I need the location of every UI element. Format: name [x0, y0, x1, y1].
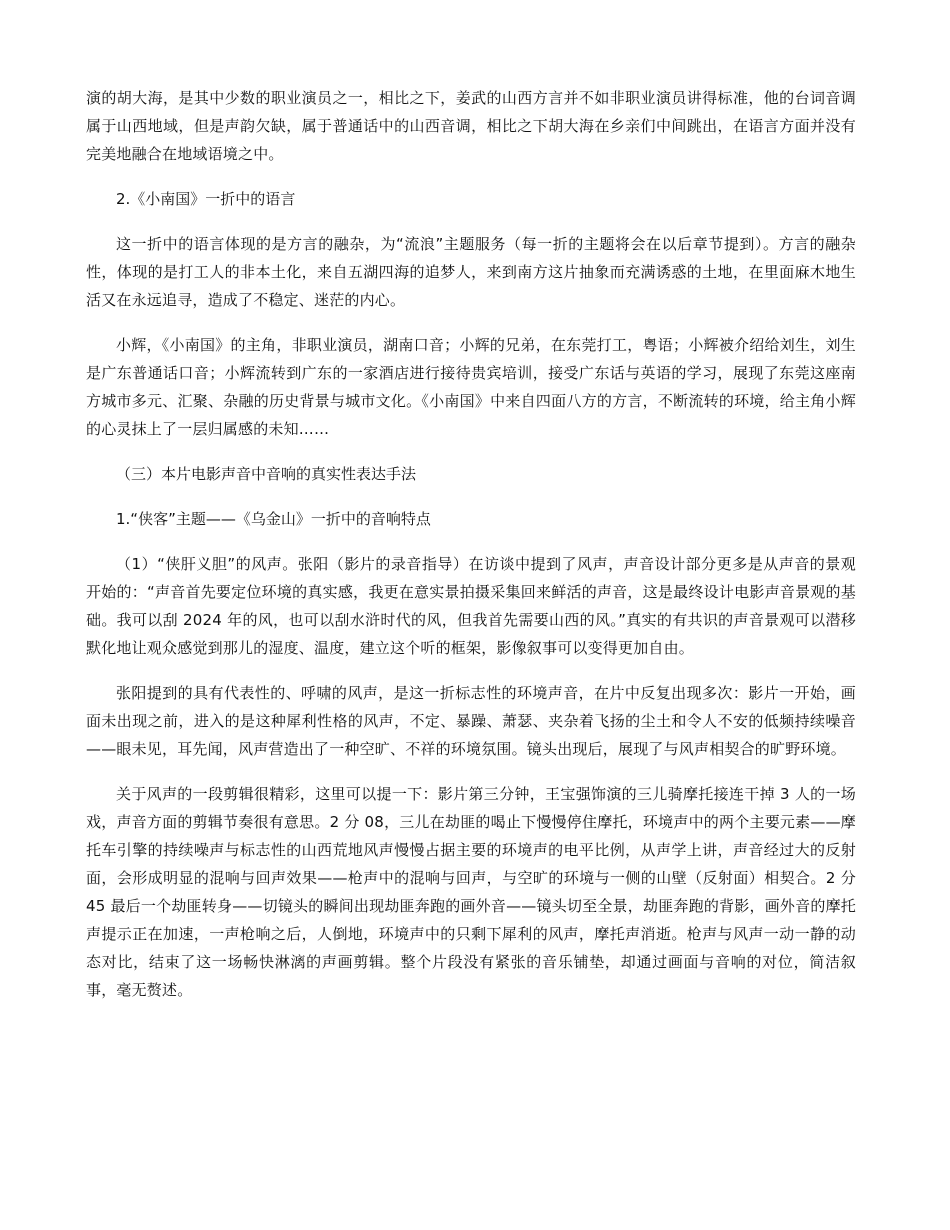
paragraph-representative-wind: 张阳提到的具有代表性的、呼啸的风声，是这一折标志性的环境声音，在片中反复出现多次：影片一开始，画面未出现之前，进入的是这种犀利性格的风声，不定、暴躁、萧瑟、夹杂着飞扬的尘土和令人不安的低频持续噪音——眼未见，耳先闻，风声营造出了一种空旷、不祥的环境氛围。镜头出现后，展现了与风声相契合的旷野环境。 [86, 684, 856, 758]
section-heading-xiake-theme: 1.“侠客”主题——《乌金山》一折中的音响特点 [116, 510, 431, 528]
paragraph-dialect-fusion: 这一折中的语言体现的是方言的融杂，为“流浪”主题服务（每一折的主题将会在以后章节提到）。方言的融杂性，体现的是打工人的非本土化，来自五湖四海的追梦人，来到南方这片抽象而充满诱惑的土地，在里面麻木地生活又在永远追寻，造成了不稳定、迷茫的内心。 [86, 235, 856, 309]
paragraph-wind-editing: 关于风声的一段剪辑很精彩，这里可以提一下：影片第三分钟，王宝强饰演的三儿骑摩托接连干掉 3 人的一场戏，声音方面的剪辑节奏很有意思。2 分 08，三儿在劫匪的喝止下慢慢停住摩托，环境声中的两个主要元素——摩托车引擎的持续噪声与标志性的山西荒地风声慢慢占据主要的环境声的电平比例，从声学上讲，声音经过大的反射面，会形成明显的混响与回声效果——枪声中的混响与回声，与空旷的环境与一侧的山壁（反射面）相契合。2 分 45 最后一个劫匪转身——切镜头的瞬间出现劫匪奔跑的画外音——镜头切至全景，劫匪奔跑的背影，画外音的摩托声提示正在加速，一声枪响之后，人倒地，环境声中的只剩下犀利的风声，摩托声消逝。枪声与风声一动一静的动态对比，结束了这一场畅快淋漓的声画剪辑。整个片段没有紧张的音乐铺垫，却通过画面与音响的对位，简洁叙事，毫无赘述。 [86, 785, 856, 999]
section-heading-xiaonanguo-language: 2.《小南国》一折中的语言 [116, 190, 296, 208]
paragraph-wind-sound: （1）“侠肝义胆”的风声。张阳（影片的录音指导）在访谈中提到了风声，声音设计部分更多是从声音的景观开始的：“声音首先要定位环境的真实感，我更在意实景拍摄采集回来鲜活的声音，这是最终设计电影声音景观的基础。我可以刮 2024 年的风，也可以刮水浒时代的风，但我首先需要山西的风。”真实的有共识的声音景观可以潜移默化地让观众感觉到那儿的湿度、温度，建立这个听的框架，影像叙事可以变得更加自由。 [86, 555, 856, 657]
section-heading-sound-realism: （三）本片电影声音中音响的真实性表达手法 [116, 465, 417, 483]
paragraph-continuation: 演的胡大海，是其中少数的职业演员之一，相比之下，姜武的山西方言并不如非职业演员讲得标准，他的台词音调属于山西地域，但是声韵欠缺，属于普通话中的山西音调，相比之下胡大海在乡亲们中间跳出，在语言方面并没有完美地融合在地域语境之中。 [86, 89, 856, 163]
paragraph-xiaohui: 小辉，《小南国》的主角，非职业演员，湖南口音；小辉的兄弟，在东莞打工，粤语；小辉被介绍给刘生，刘生是广东普通话口音；小辉流转到广东的一家酒店进行接待贵宾培训，接受广东话与英语的学习，展现了东莞这座南方城市多元、汇聚、杂融的历史背景与城市文化。《小南国》中来自四面八方的方言，不断流转的环境，给主角小辉的心灵抹上了一层归属感的未知…… [86, 336, 856, 438]
document-page [86, 84, 856, 1021]
